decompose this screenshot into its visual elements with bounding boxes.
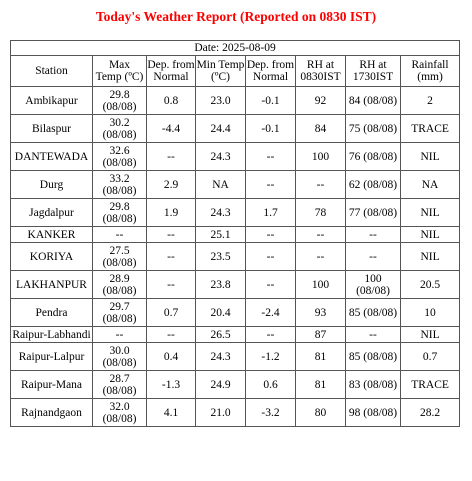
min-temp-cell: 23.5 <box>196 243 246 271</box>
station-cell: Raipur-Lalpur <box>11 343 93 371</box>
max-temp-cell-line: (08/08) <box>102 212 137 225</box>
station-cell: LAKHANPUR <box>11 271 93 299</box>
max-temp-cell-line: 28.9 <box>109 272 130 285</box>
rh-0830-cell: 84 <box>296 115 346 143</box>
rh-0830-cell: 78 <box>296 199 346 227</box>
rh-1730-cell-line: -- <box>369 228 377 241</box>
rh-0830-cell: 81 <box>296 371 346 399</box>
col-header-rh-1730-line1: RH at <box>359 59 387 71</box>
min-temp-cell: 20.4 <box>196 299 246 327</box>
min-temp-cell: 21.0 <box>196 399 246 427</box>
max-temp-cell-line: (08/08) <box>102 128 137 141</box>
rh-1730-cell <box>346 227 401 243</box>
min-temp-cell: NA <box>196 171 246 199</box>
date-row <box>11 41 460 56</box>
rh-1730-cell <box>346 327 401 343</box>
min-temp-cell: 24.9 <box>196 371 246 399</box>
col-header-station: Station <box>11 56 93 87</box>
dep-max-cell: -- <box>147 327 196 343</box>
station-cell: Rajnandgaon <box>11 399 93 427</box>
rh-1730-cell <box>346 243 401 271</box>
dep-max-cell: -4.4 <box>147 115 196 143</box>
dep-min-cell: -- <box>246 171 296 199</box>
station-cell: Jagdalpur <box>11 199 93 227</box>
max-temp-cell <box>93 143 147 171</box>
rh-1730-cell <box>346 143 401 171</box>
dep-min-cell: -- <box>246 327 296 343</box>
col-header-rainfall-line2: (mm) <box>417 71 443 83</box>
max-temp-cell-line: -- <box>115 328 124 341</box>
dep-min-cell: -- <box>246 243 296 271</box>
dep-min-cell: -0.1 <box>246 87 296 115</box>
station-cell: Raipur-Labhandi <box>12 328 91 341</box>
min-temp-cell: 24.3 <box>196 143 246 171</box>
col-header-dep-max-line1: Dep. from <box>147 59 195 71</box>
station-cell: KORIYA <box>11 243 93 271</box>
rh-0830-cell: 80 <box>296 399 346 427</box>
dep-min-cell: -- <box>246 143 296 171</box>
rainfall-cell: NIL <box>401 199 460 227</box>
rainfall-cell: NA <box>401 171 460 199</box>
max-temp-cell <box>93 199 147 227</box>
rainfall-cell: 28.2 <box>401 399 460 427</box>
col-header-dep-min-line1: Dep. from <box>246 59 295 71</box>
table-row <box>11 243 460 271</box>
dep-min-cell: -3.2 <box>246 399 296 427</box>
min-temp-cell: 25.1 <box>196 227 246 243</box>
col-header-rainfall <box>401 56 460 87</box>
max-temp-cell <box>93 227 147 243</box>
station-cell: DANTEWADA <box>11 143 93 171</box>
dep-max-cell: -- <box>147 271 196 299</box>
rh-1730-cell-line: (08/08) <box>356 284 390 297</box>
table-row <box>11 143 460 171</box>
col-header-dep-max-line2: Normal <box>153 71 189 83</box>
max-temp-cell-line: (08/08) <box>102 384 137 397</box>
min-temp-cell: 23.0 <box>196 87 246 115</box>
table-body <box>11 87 460 427</box>
col-header-rh-1730-line2: 1730IST <box>352 71 394 83</box>
report-date: Date: 2025-08-09 <box>11 41 460 56</box>
max-temp-cell-line: (08/08) <box>102 256 137 269</box>
max-temp-cell-line: (08/08) <box>102 284 137 297</box>
col-header-max-temp-line2: Temp (ºC) <box>95 71 144 83</box>
rh-0830-cell: 92 <box>296 87 346 115</box>
dep-max-cell: -- <box>147 243 196 271</box>
rainfall-cell: 2 <box>401 87 460 115</box>
max-temp-cell-line: 33.2 <box>109 172 130 185</box>
dep-min-cell: 1.7 <box>246 199 296 227</box>
dep-min-cell: -- <box>246 271 296 299</box>
rainfall-cell: TRACE <box>401 115 460 143</box>
max-temp-cell <box>93 343 147 371</box>
dep-max-cell: 1.9 <box>147 199 196 227</box>
max-temp-cell <box>93 271 147 299</box>
col-header-rh-0830 <box>296 56 346 87</box>
col-header-rh-0830-line2: 0830IST <box>300 71 341 83</box>
rh-1730-cell <box>346 199 401 227</box>
max-temp-cell <box>93 87 147 115</box>
rh-1730-cell <box>346 371 401 399</box>
col-header-dep-min-line2: Normal <box>252 71 289 83</box>
report-title: Today's Weather Report (Reported on 0830 IST) <box>95 9 377 24</box>
table-row <box>11 87 460 115</box>
rh-1730-cell-line: 85 (08/08) <box>348 350 398 363</box>
table-row <box>11 199 460 227</box>
max-temp-cell-line: 30.0 <box>109 344 130 357</box>
rh-0830-cell: -- <box>296 227 346 243</box>
table-row <box>11 171 460 199</box>
table-row <box>11 371 460 399</box>
rh-0830-cell: 100 <box>296 143 346 171</box>
rh-1730-cell <box>346 115 401 143</box>
rh-1730-cell-line: 84 (08/08) <box>348 94 398 107</box>
rh-1730-cell-line: -- <box>369 250 377 263</box>
dep-max-cell: 4.1 <box>147 399 196 427</box>
min-temp-cell: 26.5 <box>196 327 246 343</box>
rh-1730-cell-line: 83 (08/08) <box>348 378 398 391</box>
rh-1730-cell-line: 77 (08/08) <box>348 206 398 219</box>
max-temp-cell <box>93 327 147 343</box>
rh-0830-cell: 100 <box>296 271 346 299</box>
col-header-min-temp-line2: (ºC) <box>211 71 230 83</box>
col-header-min-temp <box>196 56 246 87</box>
max-temp-cell-line: 30.2 <box>109 116 130 129</box>
rainfall-cell: NIL <box>401 327 460 343</box>
rainfall-cell: TRACE <box>401 371 460 399</box>
col-header-dep-max <box>147 56 196 87</box>
max-temp-cell-line: 29.8 <box>109 200 130 213</box>
rh-0830-cell: 87 <box>296 327 346 343</box>
table-row <box>11 115 460 143</box>
max-temp-cell <box>93 243 147 271</box>
min-temp-cell: 23.8 <box>196 271 246 299</box>
max-temp-cell-line: 29.8 <box>109 88 130 101</box>
dep-max-cell: -1.3 <box>147 371 196 399</box>
station-cell: Raipur-Mana <box>11 371 93 399</box>
dep-max-cell: 0.7 <box>147 299 196 327</box>
rh-0830-cell: -- <box>296 171 346 199</box>
col-header-max-temp-line1: Max <box>108 59 131 71</box>
max-temp-cell <box>93 115 147 143</box>
rainfall-cell: 10 <box>401 299 460 327</box>
rh-1730-cell-line: 85 (08/08) <box>348 306 398 319</box>
min-temp-cell: 24.3 <box>196 343 246 371</box>
max-temp-cell-line: -- <box>115 228 124 241</box>
rh-1730-cell-line: 100 <box>364 272 382 285</box>
max-temp-cell-line: (08/08) <box>102 184 137 197</box>
rainfall-cell: NIL <box>401 243 460 271</box>
max-temp-cell-line: (08/08) <box>102 412 137 425</box>
rh-1730-cell <box>346 87 401 115</box>
rh-1730-cell-line: -- <box>369 328 377 341</box>
station-cell: Pendra <box>11 299 93 327</box>
max-temp-cell <box>93 371 147 399</box>
weather-report-table <box>10 40 460 427</box>
max-temp-cell-line: (08/08) <box>102 356 137 369</box>
max-temp-cell <box>93 171 147 199</box>
rh-1730-cell <box>346 399 401 427</box>
station-cell: Bilaspur <box>11 115 93 143</box>
table-row <box>11 343 460 371</box>
rh-1730-cell <box>346 271 401 299</box>
rainfall-cell: 0.7 <box>401 343 460 371</box>
dep-max-cell: -- <box>147 227 196 243</box>
col-header-rh-0830-line1: RH at <box>306 59 335 71</box>
rh-1730-cell <box>346 343 401 371</box>
dep-min-cell: -1.2 <box>246 343 296 371</box>
max-temp-cell-line: 28.7 <box>109 372 130 385</box>
table-row <box>11 399 460 427</box>
dep-max-cell: 2.9 <box>147 171 196 199</box>
max-temp-cell <box>93 399 147 427</box>
col-header-rainfall-line1: Rainfall <box>411 59 449 71</box>
dep-min-cell: -- <box>246 227 296 243</box>
table-row <box>11 327 460 343</box>
rh-1730-cell-line: 98 (08/08) <box>348 406 398 419</box>
max-temp-cell <box>93 299 147 327</box>
col-header-max-temp <box>93 56 147 87</box>
rh-1730-cell-line: 76 (08/08) <box>348 150 398 163</box>
station-cell: Durg <box>11 171 93 199</box>
table-row <box>11 227 460 243</box>
max-temp-cell-line: (08/08) <box>102 312 137 325</box>
rh-1730-cell-line: 62 (08/08) <box>348 178 398 191</box>
rainfall-cell: NIL <box>401 227 460 243</box>
dep-max-cell: 0.4 <box>147 343 196 371</box>
rh-0830-cell: 93 <box>296 299 346 327</box>
min-temp-cell: 24.3 <box>196 199 246 227</box>
max-temp-cell-line: 32.6 <box>109 144 130 157</box>
rh-1730-cell <box>346 171 401 199</box>
max-temp-cell-line: (08/08) <box>102 156 137 169</box>
dep-max-cell: 0.8 <box>147 87 196 115</box>
max-temp-cell-line: (08/08) <box>102 100 137 113</box>
max-temp-cell-line: 29.7 <box>109 300 130 313</box>
station-cell: KANKER <box>11 227 93 243</box>
rh-0830-cell: -- <box>296 243 346 271</box>
max-temp-cell-line: 32.0 <box>109 400 130 413</box>
dep-min-cell: -2.4 <box>246 299 296 327</box>
col-header-rh-1730 <box>346 56 401 87</box>
station-cell: Ambikapur <box>11 87 93 115</box>
table-row <box>11 271 460 299</box>
max-temp-cell-line: 27.5 <box>109 244 130 257</box>
rh-0830-cell: 81 <box>296 343 346 371</box>
col-header-dep-min <box>246 56 296 87</box>
rh-1730-cell-line: 75 (08/08) <box>348 122 398 135</box>
rainfall-cell: 20.5 <box>401 271 460 299</box>
table-row <box>11 299 460 327</box>
dep-max-cell: -- <box>147 143 196 171</box>
rh-1730-cell <box>346 299 401 327</box>
dep-min-cell: -0.1 <box>246 115 296 143</box>
min-temp-cell: 24.4 <box>196 115 246 143</box>
dep-min-cell: 0.6 <box>246 371 296 399</box>
header-row <box>11 56 460 87</box>
col-header-min-temp-line1: Min Temp <box>196 59 245 71</box>
rainfall-cell: NIL <box>401 143 460 171</box>
